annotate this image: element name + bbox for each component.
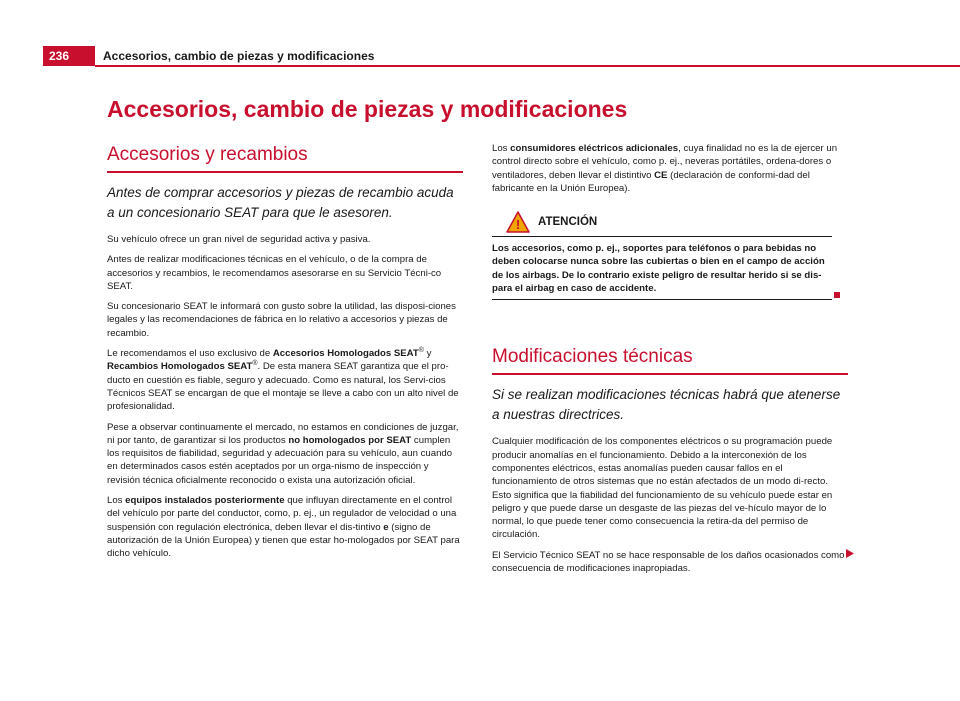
paragraph-consumidores-electricos: Los consumidores eléctricos adicionales, cuya finalidad no es la de ejercer un control directo sobre el vehículo, como p. ej., neveras portátiles, ordena-dores o ventiladores, deben llevar el distintivo CE (declaración de conformi-dad del fabricante en la Unión Europea). bbox=[492, 143, 838, 194]
paragraph: El Servicio Técnico SEAT no se hace responsable de los daños ocasionados como consecuencia de modificaciones inapropiadas. bbox=[492, 549, 845, 575]
chapter-title: Accesorios, cambio de piezas y modificaciones bbox=[107, 96, 628, 122]
page-number: 236 bbox=[43, 46, 95, 66]
section-rule bbox=[107, 171, 463, 173]
header-rule bbox=[95, 65, 960, 67]
paragraph: Su concesionario SEAT le informará con gusto sobre la utilidad, las disposi-ciones legales y las recomendaciones de fábrica en lo relativo a accesorios y piezas de recambio. bbox=[107, 301, 456, 339]
warning-triangle-icon bbox=[506, 211, 530, 233]
paragraph-no-homologados: Pese a observar continuamente el mercado, no estamos en condiciones de juzgar, ni por tanto, de garantizar si los productos no homologados por SEAT cumplen los requisitos de fiabilidad, seguridad y adecuación para su vehículo, aun cuando en determinados casos estén aceptados por un orga-nismo de inspección y revisión técnica oficialmente reconocido o exista una autorización oficial. bbox=[107, 421, 459, 486]
paragraph-accesorios-homologados: Le recomendamos el uso exclusivo de Accesorios Homologados SEAT® y Recambios Homologados SEAT®. De esta manera SEAT garantiza que el pro-ducto en cuestión es fiable, seguro y adecuado. Como es natural, los Servi-cios Técnicos SEAT se encargan de que el montaje se lleve a cabo con un alto nivel de profesionalidad. bbox=[107, 346, 459, 413]
paragraph: Su vehículo ofrece un gran nivel de seguridad activa y pasiva. bbox=[107, 234, 371, 245]
warning-header bbox=[492, 208, 832, 236]
section-end-marker-icon bbox=[834, 292, 840, 298]
section-modificaciones bbox=[492, 344, 848, 575]
section-lead: Antes de comprar accesorios y piezas de recambio acuda a un concesionario SEAT para que le asesoren. bbox=[107, 185, 454, 220]
section-rule bbox=[492, 373, 848, 375]
running-header-title: Accesorios, cambio de piezas y modificaciones bbox=[103, 49, 375, 63]
paragraph: Antes de realizar modificaciones técnicas en el vehículo, o de la compra de accesorios y recambios, le recomendamos asesorarse en su Servicio Técni-co SEAT. bbox=[107, 254, 442, 292]
section-title-modificaciones: Modificaciones técnicas bbox=[492, 346, 693, 368]
paragraph-equipos-instalados: Los equipos instalados posteriormente que influyan directamente en el control del vehículo por parte del conductor, como, p. ej., un regulador de velocidad o una suspensión con regulación electrónica, deben llevar el dis-tintivo e (signo de autorización de la Unión Europea) y tienen que estar ho-mologados por SEAT para dicho vehículo. bbox=[107, 495, 460, 560]
warning-title: ATENCIÓN bbox=[538, 216, 598, 229]
warning-box bbox=[492, 208, 832, 300]
svg-text:!: ! bbox=[515, 217, 521, 233]
page-header bbox=[43, 46, 960, 66]
left-column bbox=[107, 142, 463, 568]
right-column bbox=[492, 142, 848, 582]
warning-text: Los accesorios, como p. ej., soportes para teléfonos o para bebidas no deben colocarse nunca sobre las cubiertas o bien en el campo de acción de los airbags. De lo contrario existe peligro de resultar herido si se dis-para el airbag en caso de accidente. bbox=[492, 237, 832, 300]
section-lead: Si se realizan modificaciones técnicas habrá que atenerse a nuestras directrices. bbox=[492, 387, 841, 423]
continue-arrow-icon bbox=[846, 549, 854, 558]
paragraph: Cualquier modificación de los componentes eléctricos o su programación puede producir anomalías en el funcionamiento. Debido a la interconexión de los componentes eléctricos, estas anomalías pueden causar fallos en el funcionamiento de otros sistemas que no están afectados de un modo di-recto. Esto significa que la fiabilidad del funcionamiento de su vehículo puede estar en peligro y que puede darse un desgaste de las piezas del ve-hículo mayor de lo normal, lo que puede tener como consecuencia la retira-da del permiso de circulación. bbox=[492, 436, 833, 541]
section-title-accesorios: Accesorios y recambios bbox=[107, 144, 308, 165]
